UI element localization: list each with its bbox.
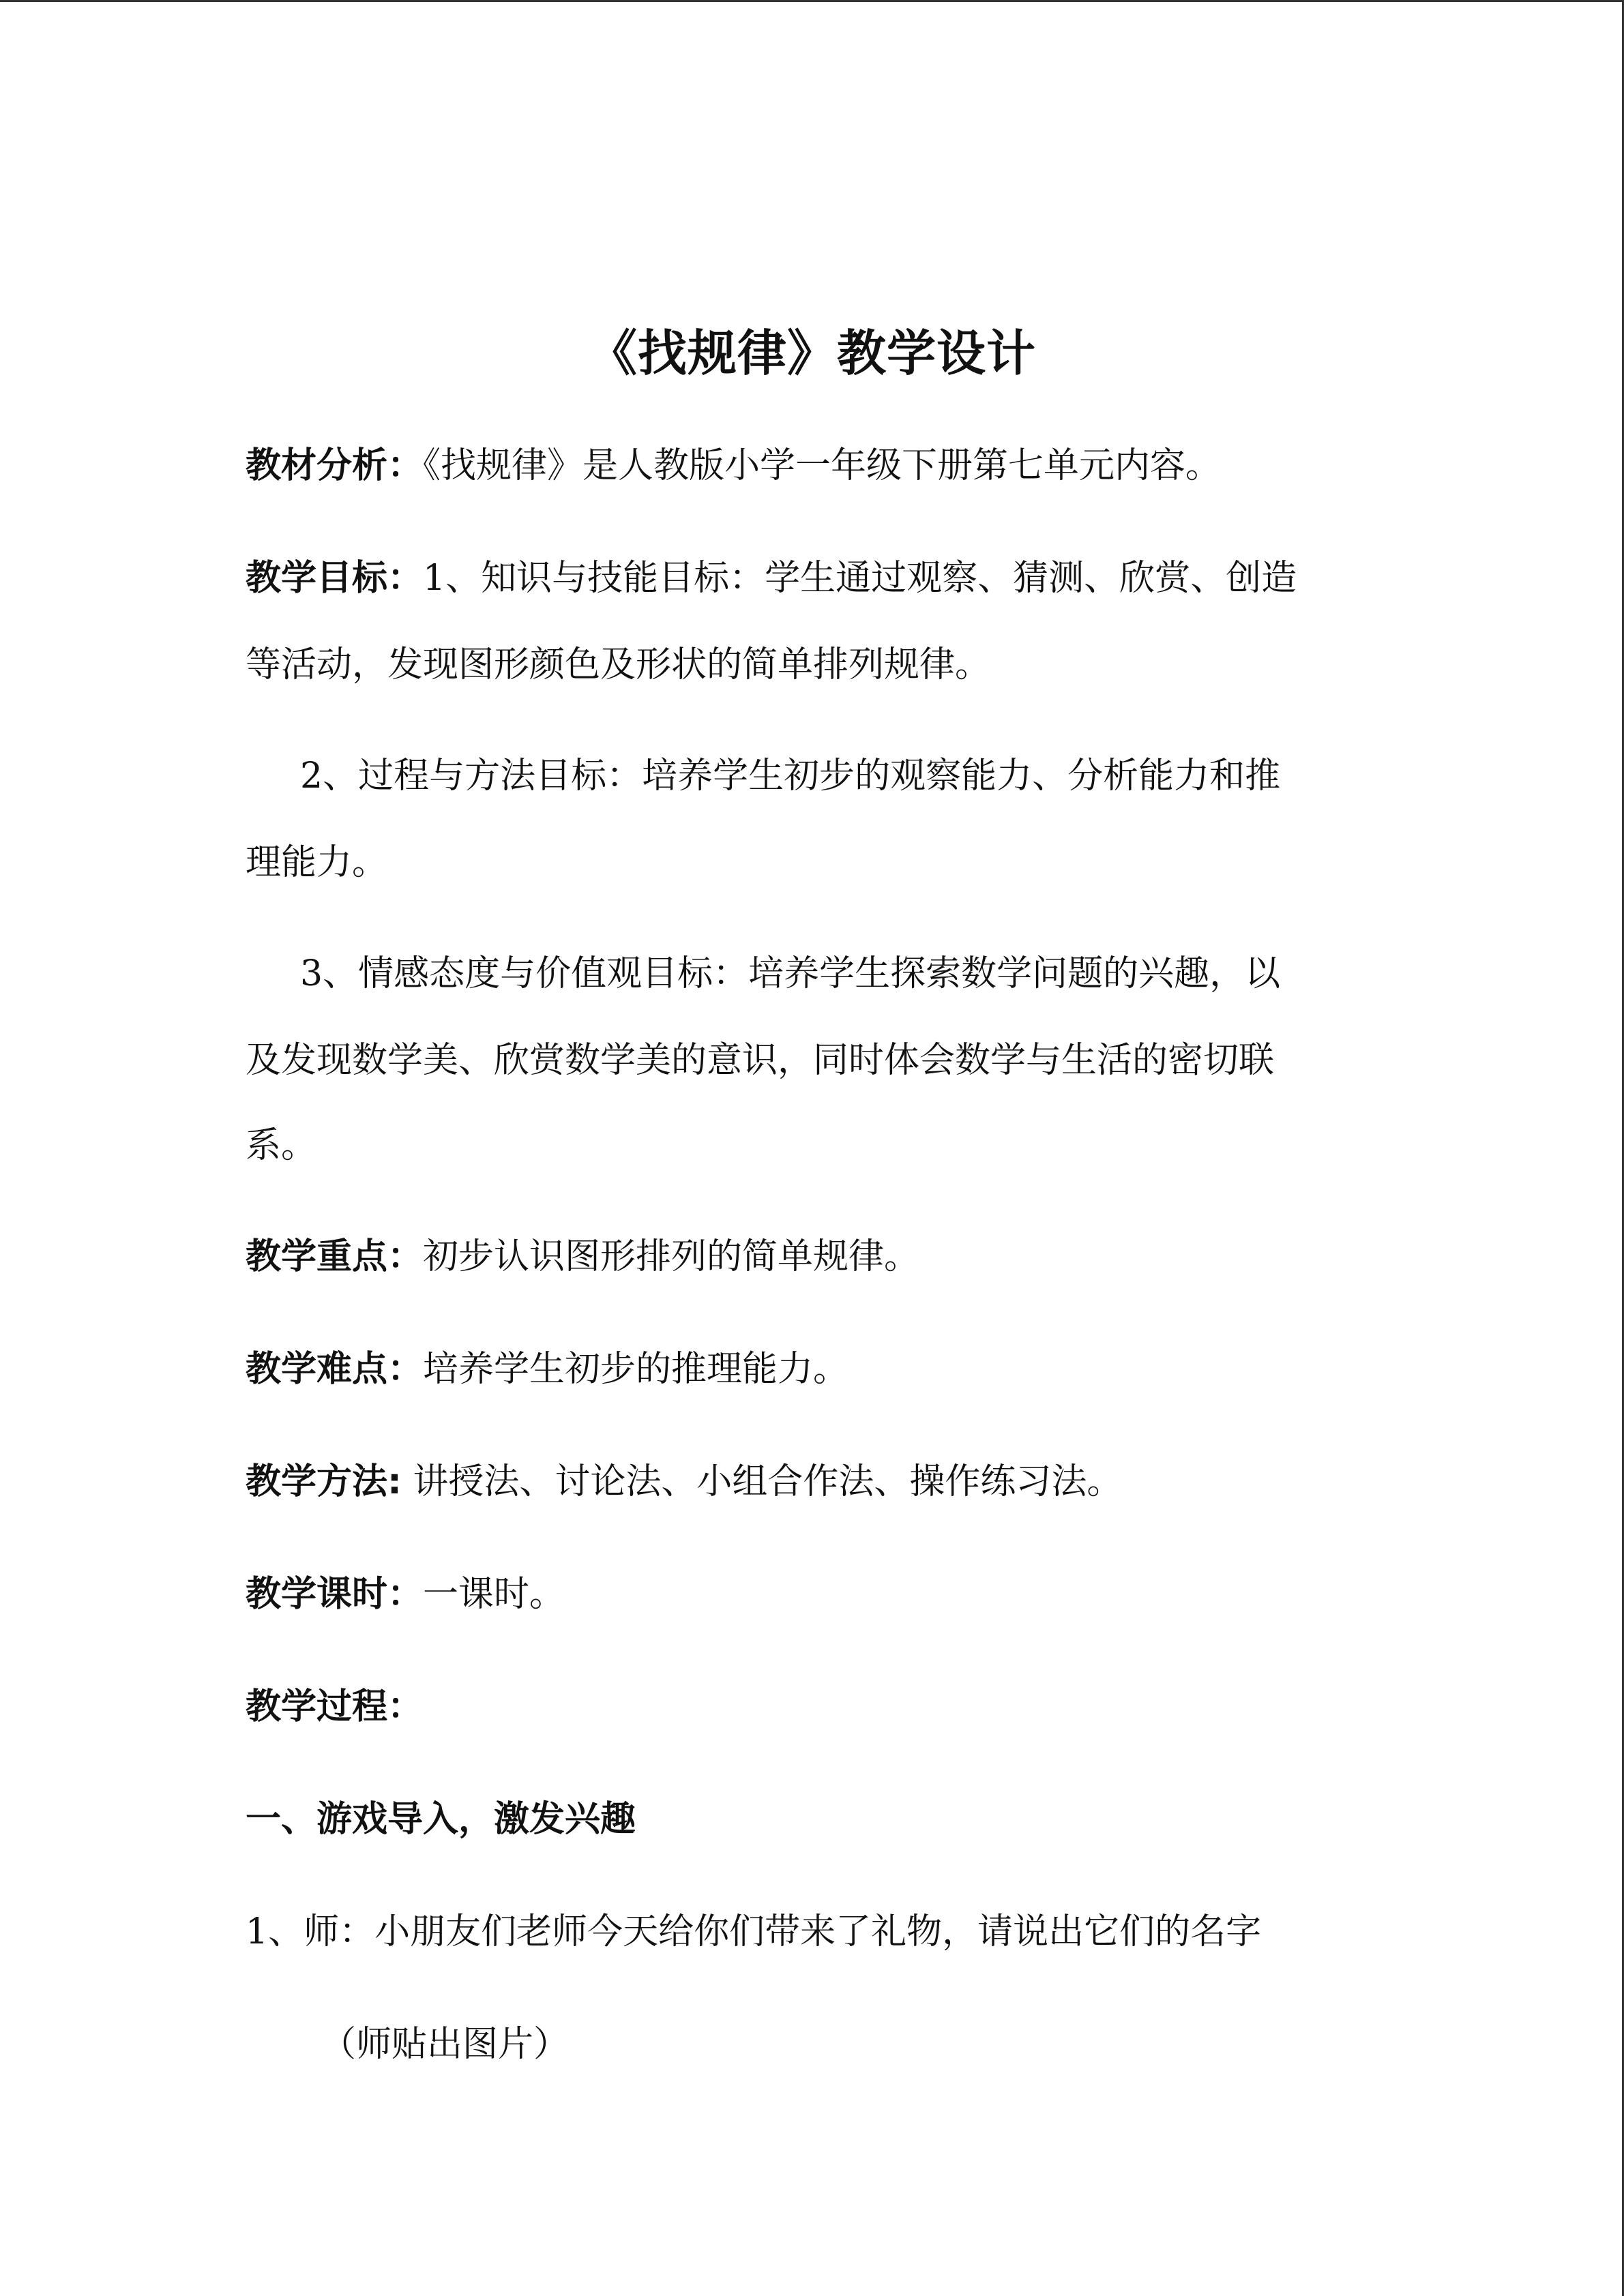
line-goal-1-cont <box>246 638 990 692</box>
line-difficulty <box>246 1342 848 1397</box>
line-process <box>246 1680 423 1734</box>
line-section-1-heading <box>246 1792 636 1847</box>
text-goal-1: 1、知识与技能目标：学生通过观察、猜测、欣赏、创造 <box>423 558 1297 599</box>
text-step-1-note: （师贴出图片） <box>321 2024 570 2065</box>
label-process: 教学过程： <box>246 1686 424 1727</box>
line-key-point <box>246 1229 919 1284</box>
text-goal-3: 3、情感态度与价值观目标：培养学生探索数学问题的兴趣，以 <box>300 953 1281 994</box>
label-teaching-goals: 教学目标： <box>246 558 424 599</box>
text-goal-2: 2、过程与方法目标：培养学生初步的观察能力、分析能力和推 <box>300 756 1281 796</box>
text-goal-3-end: 系。 <box>246 1125 317 1166</box>
label-difficulty: 教学难点： <box>246 1349 424 1390</box>
line-step-1-note <box>321 2017 569 2072</box>
text-goal-2-cont: 理能力。 <box>246 842 388 883</box>
line-goal-2-cont <box>246 835 387 890</box>
text-class-hours: 一课时。 <box>423 1574 565 1615</box>
line-goal-3 <box>300 946 1280 1001</box>
text-step-1: 1、师：小朋友们老师今天给你们带来了礼物，请说出它们的名字 <box>246 1911 1262 1952</box>
text-difficulty: 培养学生初步的推理能力。 <box>423 1349 849 1390</box>
text-goal-1-cont: 等活动，发现图形颜色及形状的简单排列规律。 <box>246 644 991 685</box>
document-title: 《找规律》教学设计 <box>587 324 1036 382</box>
line-methods <box>246 1455 1122 1509</box>
label-class-hours: 教学课时： <box>246 1574 424 1615</box>
section-1-heading: 一、游戏导入，激发兴趣 <box>246 1799 636 1840</box>
line-step-1 <box>246 1905 1261 1959</box>
label-key-point: 教学重点： <box>246 1236 424 1277</box>
line-teaching-goals <box>246 551 1297 606</box>
text-textbook-analysis: 《找规律》是人教版小学一年级下册第七单元内容。 <box>423 445 1222 486</box>
line-goal-3-cont <box>246 1033 1274 1088</box>
text-goal-3-cont: 及发现数学美、欣赏数学美的意识，同时体会数学与生活的密切联 <box>246 1040 1275 1081</box>
line-goal-2 <box>300 749 1280 803</box>
line-goal-3-end <box>246 1118 316 1173</box>
line-class-hours <box>246 1567 565 1622</box>
text-key-point: 初步认识图形排列的简单规律。 <box>423 1236 920 1277</box>
line-textbook-analysis <box>246 438 1221 493</box>
text-methods: 讲授法、讨论法、小组合作法、操作练习法。 <box>401 1461 1123 1502</box>
label-textbook-analysis: 教材分析： <box>246 445 424 486</box>
label-methods: 教学方法: <box>246 1461 402 1502</box>
